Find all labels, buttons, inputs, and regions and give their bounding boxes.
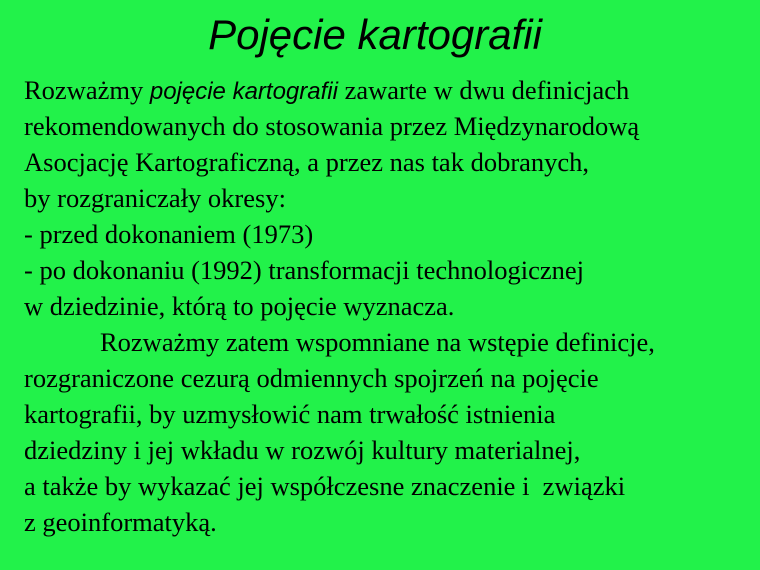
body-line-10: kartografii, by uzmysłowić nam trwałość istnienia (24, 399, 556, 429)
body-line-1-post: zawarte w dwu definicjach (337, 75, 630, 105)
body-line-1 (24, 72, 754, 108)
body-line-8: Rozważmy zatem wspomniane na wstępie definicje, (100, 327, 655, 357)
body-line-4: by rozgraniczały okresy: (24, 183, 286, 213)
body-line-6: - po dokonaniu (1992) transformacji technologicznej (24, 255, 585, 285)
body-line-5: - przed dokonaniem (1973) (24, 219, 314, 249)
body-line-2: rekomendowanych do stosowania przez Międzynarodową (24, 111, 640, 141)
slide-body (24, 72, 754, 540)
slide-title: Pojęcie kartografii (208, 11, 542, 58)
body-line-1-emphasis: pojęcie kartografii (149, 78, 338, 105)
body-line-11: dziedziny i jej wkładu w rozwój kultury materialnej, (24, 435, 581, 465)
body-line-12: a także by wykazać jej współczesne znaczenie i związki (24, 471, 626, 501)
body-line-1-pre: Rozważmy (24, 75, 150, 105)
body-line-3: Asocjację Kartograficzną, a przez nas tak dobranych, (24, 147, 590, 177)
body-line-13: z geoinformatyką. (24, 507, 217, 537)
body-line-9: rozgraniczone cezurą odmiennych spojrzeń na pojęcie (24, 363, 599, 393)
body-line-7: w dziedzinie, którą to pojęcie wyznacza. (24, 291, 455, 321)
